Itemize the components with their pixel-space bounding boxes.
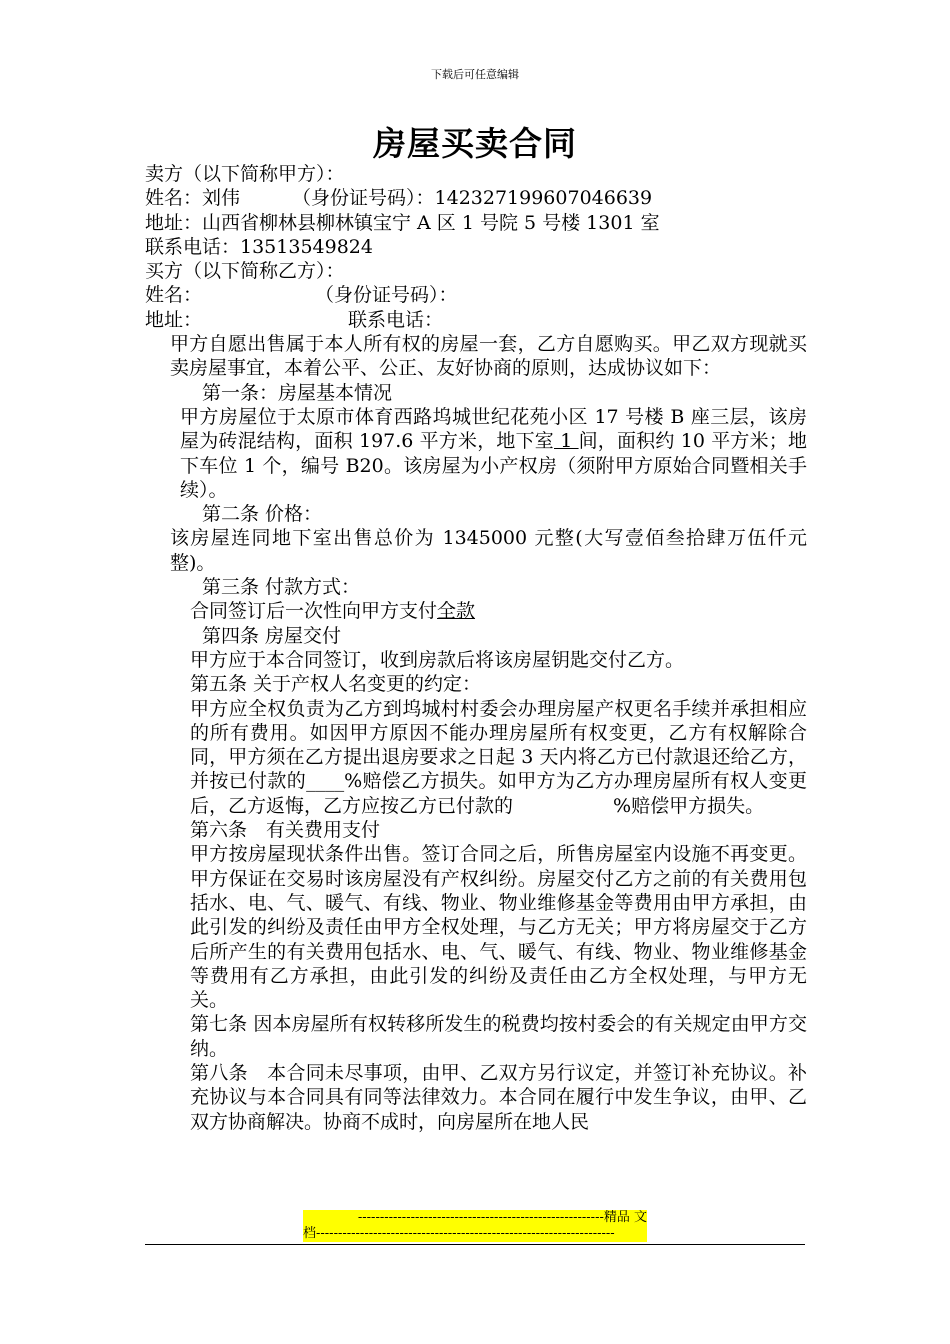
art2-paragraph: 该房屋连同地下室出售总价为 1345000 元整(大写壹佰叁拾肆万伍仟元整)。 [170,527,807,574]
seller-heading: 卖方（以下简称甲方）： [145,163,345,185]
seller-address: 地址：山西省柳林县柳林镇宝宁 A 区 1 号院 5 号楼 1301 室 [145,211,660,234]
seller-name: 姓名：刘伟 [145,187,241,210]
art1-text-a: 甲方房屋位于太原市体育西路坞城世纪花苑小区 17 号楼 B 座三层，该房屋为砖混结构，面积 197.6 平方米，地下室 [180,405,807,453]
art8-paragraph: 第八条 本合同未尽事项，由甲、乙双方另行议定，并签订补充协议。补充协议与本合同具有同等法律效力。本合同在履行中发生争议，由甲、乙双方协商解决。协商不成时，向房屋所在地人民 [190,1061,807,1133]
art1-text-b: 间，面积约 10 平方米；地下车位 1 个，编号 B20。该房屋为小产权房（须附甲方原始合同暨相关手续）。 [180,430,807,501]
art4-paragraph: 甲方应于本合同签订，收到房款后将该房屋钥匙交付乙方。 [190,648,685,671]
buyer-name: 姓名： [145,284,203,307]
art3-heading: 第三条 付款方式： [202,576,361,599]
art4-heading: 第四条 房屋交付 [202,624,342,647]
art6-heading: 第六条 有关费用支付 [190,819,381,842]
footer-rule [145,1244,805,1245]
footer-line-2: 档-------------------------------------------------------------------- [303,1226,615,1241]
art1-heading: 第一条：房屋基本情况 [202,381,393,404]
payment-method: 全款 [437,600,476,623]
buyer-name-line [145,283,807,307]
seller-name-line [145,186,807,210]
art7-paragraph: 第七条 因本房屋所有权转移所发生的税费均按村委会的有关规定由甲方交纳。 [190,1013,807,1060]
buyer-id: （身份证号码）： [315,284,458,307]
art1-paragraph [145,405,807,502]
art5-heading: 第五条 关于产权人名变更的约定： [190,673,482,696]
buyer-address-line [145,308,807,332]
art3-paragraph [145,599,807,623]
art2-heading: 第二条 价格： [202,503,323,526]
footer-line-1: --------------------------------------------------------精品 文 [357,1210,647,1225]
seller-id: （身份证号码）：142327199607046639 [292,187,653,210]
art3-text: 合同签订后一次性向甲方支付 [190,600,438,623]
seller-phone: 联系电话：13513549824 [145,235,373,258]
art5-text-b: %赔偿乙方损失。如甲方为乙方办理房屋所有权人变更后，乙方返悔，乙方应按乙方已付款的 [190,770,807,817]
intro-paragraph: 甲方自愿出售属于本人所有权的房屋一套，乙方自愿购买。甲乙双方现就买卖房屋事宜，本着公平、公正、友好协商的原则，达成协议如下： [170,333,807,380]
basement-count: 1 [554,430,579,453]
header-note: 下载后可任意编辑 [431,68,519,81]
buyer-address: 地址： [145,308,203,331]
buyer-heading: 买方（以下简称乙方）： [145,260,345,283]
art5-blank: ____ [306,770,345,793]
document-title: 房屋买卖合同 [373,124,577,163]
contract-body [145,162,807,1134]
art6-paragraph: 甲方按房屋现状条件出售。签订合同之后，所售房屋室内设施不再变更。甲方保证在交易时该房屋没有产权纠纷。房屋交付乙方之前的有关费用包括水、电、气、暖气、有线、物业、物业维修基金等费用由甲方承担，由此引发的纠纷及责任由甲方全权处理，与乙方无关；甲方将房屋交于乙方后所产生的有关费用包括水、电、气、暖气、有线、物业、物业维修基金等费用有乙方承担，由此引发的纠纷及责任由乙方全权处理，与甲方无关。 [190,843,807,1012]
art5-text-a: 甲方应全权负责为乙方到坞城村村委会办理房屋产权更名手续并承担相应的所有费用。如因甲方原因不能办理房屋所有权变更，乙方有权解除合同，甲方须在乙方提出退房要求之日起 3 天内将乙方已付款退还给乙方，并按已付款的 [190,697,807,793]
art5-text-c: %赔偿甲方损失。 [613,794,765,817]
art5-paragraph [145,697,807,818]
buyer-phone: 联系电话： [348,308,444,331]
